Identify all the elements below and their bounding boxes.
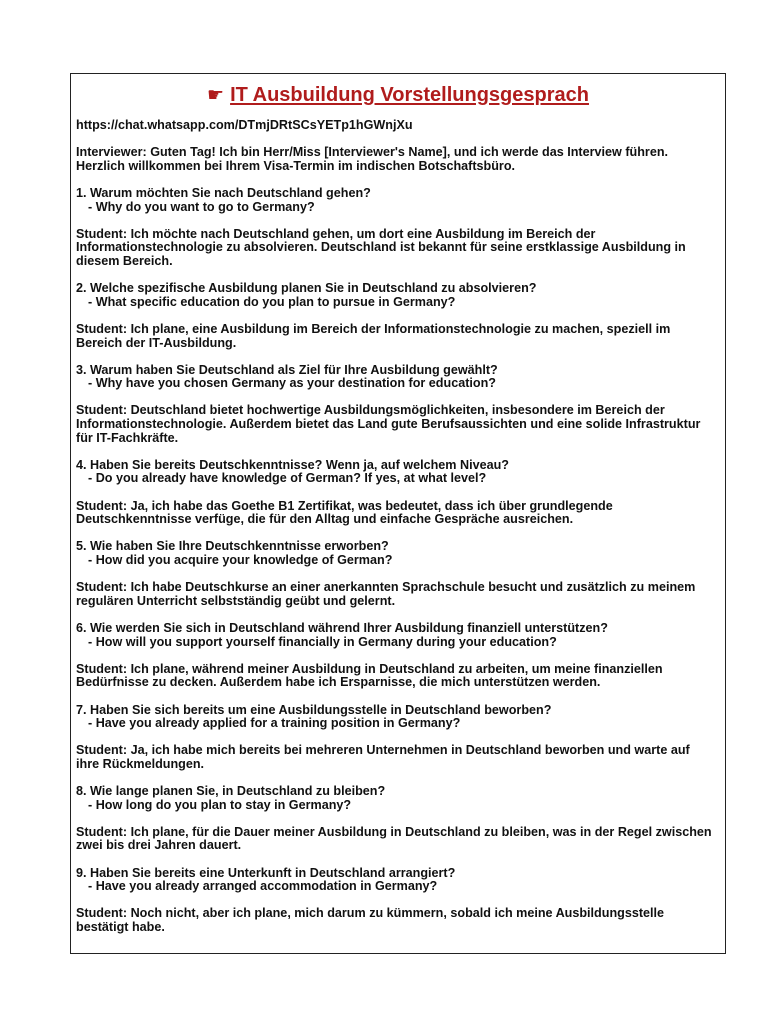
answer-text: Student: Ja, ich habe das Goethe B1 Zertifikat, was bedeutet, dass ich über grundlegende Deutschkenntnisse verfüge, die für den Alltag und einfache Gespräche ausreichen. xyxy=(76,498,613,527)
qa-item xyxy=(76,187,716,269)
question-text: 4. Haben Sie bereits Deutschkenntnisse? Wenn ja, auf welchem Niveau? xyxy=(76,457,509,472)
intro-paragraph: Interviewer: Guten Tag! Ich bin Herr/Miss [Interviewer's Name], und ich werde das Interview führen. Herzlich willkommen bei Ihrem Visa-Termin im indischen Botschaftsbüro. xyxy=(76,145,669,173)
qa-list xyxy=(76,187,716,935)
qa-item xyxy=(76,364,716,446)
page-title xyxy=(71,82,725,109)
answer-text: Student: Deutschland bietet hochwertige Ausbildungsmöglichkeiten, insbesondere im Bereich der Informationstechnologie. Außerdem bietet das Land gute Berufsaussichten und eine solide Infrastruktur für IT-Fachkräfte. xyxy=(76,403,701,445)
question-translation: - What specific education do you plan to pursue in Germany? xyxy=(88,294,456,309)
qa-item xyxy=(76,540,716,608)
answer-text: Student: Ich habe Deutschkurse an einer anerkannten Sprachschule besucht und zusätzlich zu meinem regulären Unterricht selbstständig geübt und gelernt. xyxy=(76,580,696,608)
question-translation: - Have you already applied for a training position in Germany? xyxy=(88,716,461,731)
answer-text: Student: Ich plane, für die Dauer meiner Ausbildung in Deutschland zu bleiben, was in der Regel zwischen zwei bis drei Jahren dauert. xyxy=(76,824,712,853)
question-text: 3. Warum haben Sie Deutschland als Ziel für Ihre Ausbildung gewählt? xyxy=(76,362,498,377)
question-translation: - How will you support yourself financially in Germany during your education? xyxy=(88,634,557,649)
answer-text: Student: Ich plane, während meiner Ausbildung in Deutschland zu arbeiten, um meine finanziellen Bedürfnisse zu decken. Außerdem habe ich Ersparnisse, die mich unterstützen werden. xyxy=(76,661,663,690)
qa-item xyxy=(76,867,716,935)
page-title-text: IT Ausbuildung Vorstellungsgesprach xyxy=(230,84,589,106)
question-text: 6. Wie werden Sie sich in Deutschland während Ihrer Ausbildung finanziell unterstützen? xyxy=(76,620,608,635)
question-translation: - How long do you plan to stay in Germany? xyxy=(88,797,352,812)
qa-item xyxy=(76,622,716,690)
question-text: 2. Welche spezifische Ausbildung planen Sie in Deutschland zu absolvieren? xyxy=(76,281,537,296)
qa-item xyxy=(76,282,716,350)
question-translation: - Have you already arranged accommodation in Germany? xyxy=(88,879,438,894)
question-text: 5. Wie haben Sie Ihre Deutschkenntnisse erworben? xyxy=(76,539,389,554)
question-translation: - Why do you want to go to Germany? xyxy=(88,199,315,214)
qa-item xyxy=(76,704,716,772)
question-translation: - Why have you chosen Germany as your destination for education? xyxy=(88,376,496,391)
pointing-hand-icon: ☛ xyxy=(207,85,225,106)
answer-text: Student: Noch nicht, aber ich plane, mich darum zu kümmern, sobald ich meine Ausbildungsstelle bestätigt habe. xyxy=(76,906,665,935)
whatsapp-link[interactable]: https://chat.whatsapp.com/DTmjDRtSCsYETp1hGWnjXu xyxy=(76,118,413,132)
answer-text: Student: Ich möchte nach Deutschland gehen, um dort eine Ausbildung im Bereich der Informationstechnologie zu absolvieren. Deutschland ist bekannt für seine erstklassige Ausbildung in diesem Bereich. xyxy=(76,226,686,268)
document-page xyxy=(70,73,726,954)
question-text: 8. Wie lange planen Sie, in Deutschland zu bleiben? xyxy=(76,784,386,799)
qa-item xyxy=(76,459,716,527)
question-translation: - How did you acquire your knowledge of German? xyxy=(88,553,393,567)
qa-item xyxy=(76,785,716,853)
question-text: 1. Warum möchten Sie nach Deutschland gehen? xyxy=(76,185,371,200)
question-text: 7. Haben Sie sich bereits um eine Ausbildungsstelle in Deutschland beworben? xyxy=(76,702,552,717)
answer-text: Student: Ja, ich habe mich bereits bei mehreren Unternehmen in Deutschland beworben und warte auf ihre Rückmeldungen. xyxy=(76,743,690,771)
question-text: 9. Haben Sie bereits eine Unterkunft in Deutschland arrangiert? xyxy=(76,865,456,880)
whatsapp-link-paragraph xyxy=(76,119,716,133)
document-body xyxy=(76,119,716,948)
question-translation: - Do you already have knowledge of German? If yes, at what level? xyxy=(88,471,487,486)
answer-text: Student: Ich plane, eine Ausbildung im Bereich der Informationstechnologie zu machen, speziell im Bereich der IT-Ausbildung. xyxy=(76,321,671,350)
